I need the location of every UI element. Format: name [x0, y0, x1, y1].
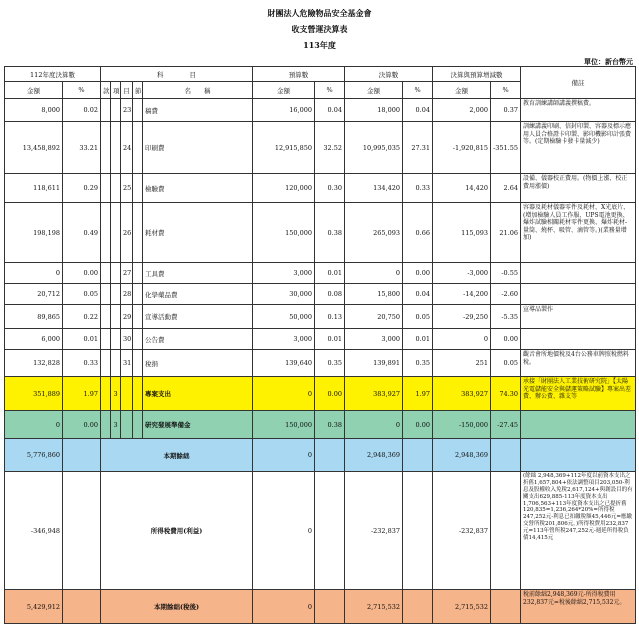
budget-amount: 3,000	[253, 329, 315, 350]
col-amount: 金額	[433, 82, 491, 99]
budget-amount: 16,000	[253, 99, 315, 122]
diff-amount: -14,200	[433, 284, 491, 305]
row-note: 稅前餘絀2,948,369元-所得稅費用232,837元=稅後餘絀2,715,532元。	[521, 590, 636, 624]
budget-amount: 3,000	[253, 263, 315, 284]
col-diff: 決算與預算增減數	[433, 67, 521, 82]
diff-amount: -232,837	[433, 472, 491, 590]
mu-number: 30	[121, 329, 133, 350]
diff-amount: 115,093	[433, 203, 491, 263]
diff-pct	[491, 472, 521, 590]
actual-pct: 27.31	[403, 122, 433, 174]
item-name: 公告費	[143, 329, 253, 350]
diff-pct: -27.45	[491, 411, 521, 439]
mu-number: 27	[121, 263, 133, 284]
budget-pct	[315, 439, 345, 472]
budget-amount: 0	[253, 377, 315, 411]
actual-amount: 0	[345, 411, 403, 439]
actual-amount: 15,800	[345, 284, 403, 305]
prev-amount: 8,000	[5, 99, 63, 122]
item-name: 稿費	[143, 99, 253, 122]
prev-amount: 0	[5, 263, 63, 284]
mu-number: 26	[121, 203, 133, 263]
col-pct: %	[403, 82, 433, 99]
prev-amount: 132,828	[5, 350, 63, 377]
prev-pct: 0.00	[63, 411, 101, 439]
col-mu: 目	[121, 82, 133, 99]
diff-pct: -5.35	[491, 305, 521, 329]
budget-amount: 0	[253, 472, 315, 590]
budget-amount: 12,915,850	[253, 122, 315, 174]
row-note: 容器及耗材儀器零件及耗材、X光底片、(增加檢驗人員工作服、UPS電池更換、爆炸試驗相關耗材零件更換、爆炸耗材-量筒、燒杯、吸管、滴管等。)(業務量增加)	[521, 203, 636, 263]
item-name: 耗材費	[143, 203, 253, 263]
prev-pct	[63, 472, 101, 590]
budget-amount: 150,000	[253, 203, 315, 263]
actual-amount: 18,000	[345, 99, 403, 122]
row-note: 設備、儀器校正費用。(物價上漲、校正費用漲價)	[521, 174, 636, 203]
prev-amount: 0	[5, 411, 63, 439]
budget-amount: 150,000	[253, 411, 315, 439]
item-name: 研究發展準備金	[143, 411, 253, 439]
mu-number: 28	[121, 284, 133, 305]
prev-pct	[63, 439, 101, 472]
item-name: 專案支出	[143, 377, 253, 411]
actual-amount: 0	[345, 263, 403, 284]
prev-pct	[63, 590, 101, 624]
diff-pct: 0.00	[491, 329, 521, 350]
budget-pct: 0.35	[315, 350, 345, 377]
table-row-tax	[5, 472, 636, 590]
diff-amount: 251	[433, 350, 491, 377]
diff-pct: -351.55	[491, 122, 521, 174]
actual-pct: 0.00	[403, 411, 433, 439]
col-amount: 金額	[345, 82, 403, 99]
actual-pct: 0.00	[403, 263, 433, 284]
xiang-number: 3	[111, 377, 121, 411]
row-note: 承接「財團法人工業技術研究院」【太陽光電儲能安全與儲運策略試驗】專案出差費、辦公費、雜支等	[521, 377, 636, 411]
item-name: 工具費	[143, 263, 253, 284]
table-row	[5, 305, 636, 329]
row-note	[521, 263, 636, 284]
mu-number: 29	[121, 305, 133, 329]
diff-amount: -150,000	[433, 411, 491, 439]
prev-amount: 351,889	[5, 377, 63, 411]
diff-pct	[491, 590, 521, 624]
actual-pct: 0.01	[403, 329, 433, 350]
actual-pct: 0.66	[403, 203, 433, 263]
statement-title: 收支營運決算表	[291, 24, 348, 34]
budget-pct: 0.01	[315, 329, 345, 350]
prev-amount: 198,198	[5, 203, 63, 263]
diff-amount: 2,715,532	[433, 590, 491, 624]
col-amount: 金額	[5, 82, 63, 99]
col-amount: 金額	[253, 82, 315, 99]
budget-amount: 50,000	[253, 305, 315, 329]
diff-pct: 74.30	[491, 377, 521, 411]
prev-amount: -346,948	[5, 472, 63, 590]
budget-table	[4, 66, 636, 624]
header-row-1	[5, 67, 636, 82]
col-kuan: 款	[101, 82, 111, 99]
row-note	[521, 439, 636, 472]
table-row	[5, 350, 636, 377]
table-row	[5, 174, 636, 203]
prev-pct: 33.21	[63, 122, 101, 174]
actual-amount: 265,093	[345, 203, 403, 263]
budget-amount: 30,000	[253, 284, 315, 305]
item-name: 本期餘絀	[101, 439, 253, 472]
prev-amount: 118,611	[5, 174, 63, 203]
actual-amount: 2,948,369	[345, 439, 403, 472]
prev-amount: 13,458,892	[5, 122, 63, 174]
col-note: 備註	[521, 67, 636, 99]
table-row-after-tax	[5, 590, 636, 624]
table-row-surplus	[5, 439, 636, 472]
budget-pct: 0.13	[315, 305, 345, 329]
actual-pct	[403, 590, 433, 624]
budget-pct: 0.08	[315, 284, 345, 305]
col-xiang: 項	[111, 82, 121, 99]
row-note: 教育訓練講師講義撰稿費。	[521, 99, 636, 122]
diff-amount: -1,920,815	[433, 122, 491, 174]
diff-amount: -29,250	[433, 305, 491, 329]
budget-pct: 0.01	[315, 263, 345, 284]
prev-amount: 6,000	[5, 329, 63, 350]
prev-pct: 0.05	[63, 284, 101, 305]
diff-amount: 383,927	[433, 377, 491, 411]
diff-pct: 0.05	[491, 350, 521, 377]
budget-amount: 120,000	[253, 174, 315, 203]
actual-amount: -232,837	[345, 472, 403, 590]
actual-pct	[403, 439, 433, 472]
actual-pct: 0.35	[403, 350, 433, 377]
actual-amount: 3,000	[345, 329, 403, 350]
actual-pct: 0.04	[403, 284, 433, 305]
table-row	[5, 203, 636, 263]
item-name: 宣導活動費	[143, 305, 253, 329]
item-name: 印刷費	[143, 122, 253, 174]
budget-pct: 0.04	[315, 99, 345, 122]
table-row	[5, 99, 636, 122]
row-note: 訓練講義印刷、信封印製、容器及標示應用人員合格證卡印製、影印機影印計張費等。(定期檢驗卡發卡量減少)	[521, 122, 636, 174]
table-row-reserve	[5, 411, 636, 439]
table-row-project	[5, 377, 636, 411]
prev-amount: 20,712	[5, 284, 63, 305]
actual-pct: 1.97	[403, 377, 433, 411]
prev-pct: 0.22	[63, 305, 101, 329]
diff-amount: 0	[433, 329, 491, 350]
col-pct: %	[315, 82, 345, 99]
actual-amount: 134,420	[345, 174, 403, 203]
diff-amount: -3,000	[433, 263, 491, 284]
table-row	[5, 263, 636, 284]
actual-amount: 383,927	[345, 377, 403, 411]
col-budget: 預算數	[253, 67, 345, 82]
prev-pct: 0.29	[63, 174, 101, 203]
col-name: 名 稱	[143, 82, 253, 99]
prev-amount: 5,429,912	[5, 590, 63, 624]
table-row	[5, 284, 636, 305]
col-kemu: 科 目	[101, 67, 253, 82]
col-actual: 決算數	[345, 67, 433, 82]
actual-pct	[403, 472, 433, 590]
diff-pct	[491, 439, 521, 472]
budget-pct: 0.38	[315, 203, 345, 263]
budget-pct: 0.30	[315, 174, 345, 203]
col-pct: %	[491, 82, 521, 99]
budget-pct: 0.38	[315, 411, 345, 439]
row-note	[521, 329, 636, 350]
unit-label: 單位：新台幣元	[584, 57, 633, 66]
actual-pct: 0.05	[403, 305, 433, 329]
diff-pct: 2.64	[491, 174, 521, 203]
row-note: (餘絀 2,948,369+112年度以前資本支出之折舊1,657,804+依法調整項目203,050-利息及股權收入免稅2,617,124+與創設目的有關支出629,885-113年度資本支出1,706,563+113年度資本支出之已提折舊120,835=1,236,264*20%=所得稅247,252元-利息已扣繳稅額45,446元=應繳交營所稅201,806元。)所得稅費用232,837元=113年營所稅247,252元-週延所得稅負債14,415元	[521, 472, 636, 590]
prev-amount: 5,776,860	[5, 439, 63, 472]
diff-amount: 2,000	[433, 99, 491, 122]
item-name: 所得稅費用(利益)	[101, 472, 253, 590]
budget-pct	[315, 590, 345, 624]
budget-amount: 0	[253, 590, 315, 624]
budget-pct: 0.00	[315, 377, 345, 411]
prev-pct: 0.33	[63, 350, 101, 377]
col-prev: 112年度決算數	[5, 67, 101, 82]
fiscal-year: 113年度	[303, 40, 336, 50]
diff-pct: -2.60	[491, 284, 521, 305]
xiang-number: 3	[111, 411, 121, 439]
diff-amount: 14,420	[433, 174, 491, 203]
row-note: 觀音會所地價稅及4台公務車牌照稅燃料稅。	[521, 350, 636, 377]
prev-pct: 0.49	[63, 203, 101, 263]
diff-pct: -0.55	[491, 263, 521, 284]
diff-pct: 0.37	[491, 99, 521, 122]
budget-pct: 32.52	[315, 122, 345, 174]
table-row	[5, 329, 636, 350]
budget-pct	[315, 472, 345, 590]
item-name: 本期餘絀(稅後)	[101, 590, 253, 624]
actual-amount: 139,891	[345, 350, 403, 377]
mu-number: 23	[121, 99, 133, 122]
row-note: 宣導品製作	[521, 305, 636, 329]
org-title: 財團法人危險物品安全基金會	[267, 8, 372, 18]
row-note	[521, 284, 636, 305]
prev-pct: 0.00	[63, 263, 101, 284]
prev-pct: 1.97	[63, 377, 101, 411]
actual-amount: 10,995,035	[345, 122, 403, 174]
col-jie: 節	[133, 82, 143, 99]
item-name: 檢驗費	[143, 174, 253, 203]
mu-number: 25	[121, 174, 133, 203]
diff-pct: 21.06	[491, 203, 521, 263]
actual-amount: 2,715,532	[345, 590, 403, 624]
row-note	[521, 411, 636, 439]
item-name: 化學藥品費	[143, 284, 253, 305]
budget-amount: 0	[253, 439, 315, 472]
table-row	[5, 122, 636, 174]
actual-pct: 0.33	[403, 174, 433, 203]
col-pct: %	[63, 82, 101, 99]
actual-pct: 0.04	[403, 99, 433, 122]
diff-amount: 2,948,369	[433, 439, 491, 472]
prev-amount: 89,865	[5, 305, 63, 329]
item-name: 稅捐	[143, 350, 253, 377]
mu-number: 31	[121, 350, 133, 377]
actual-amount: 20,750	[345, 305, 403, 329]
budget-amount: 139,640	[253, 350, 315, 377]
prev-pct: 0.02	[63, 99, 101, 122]
prev-pct: 0.01	[63, 329, 101, 350]
mu-number: 24	[121, 122, 133, 174]
